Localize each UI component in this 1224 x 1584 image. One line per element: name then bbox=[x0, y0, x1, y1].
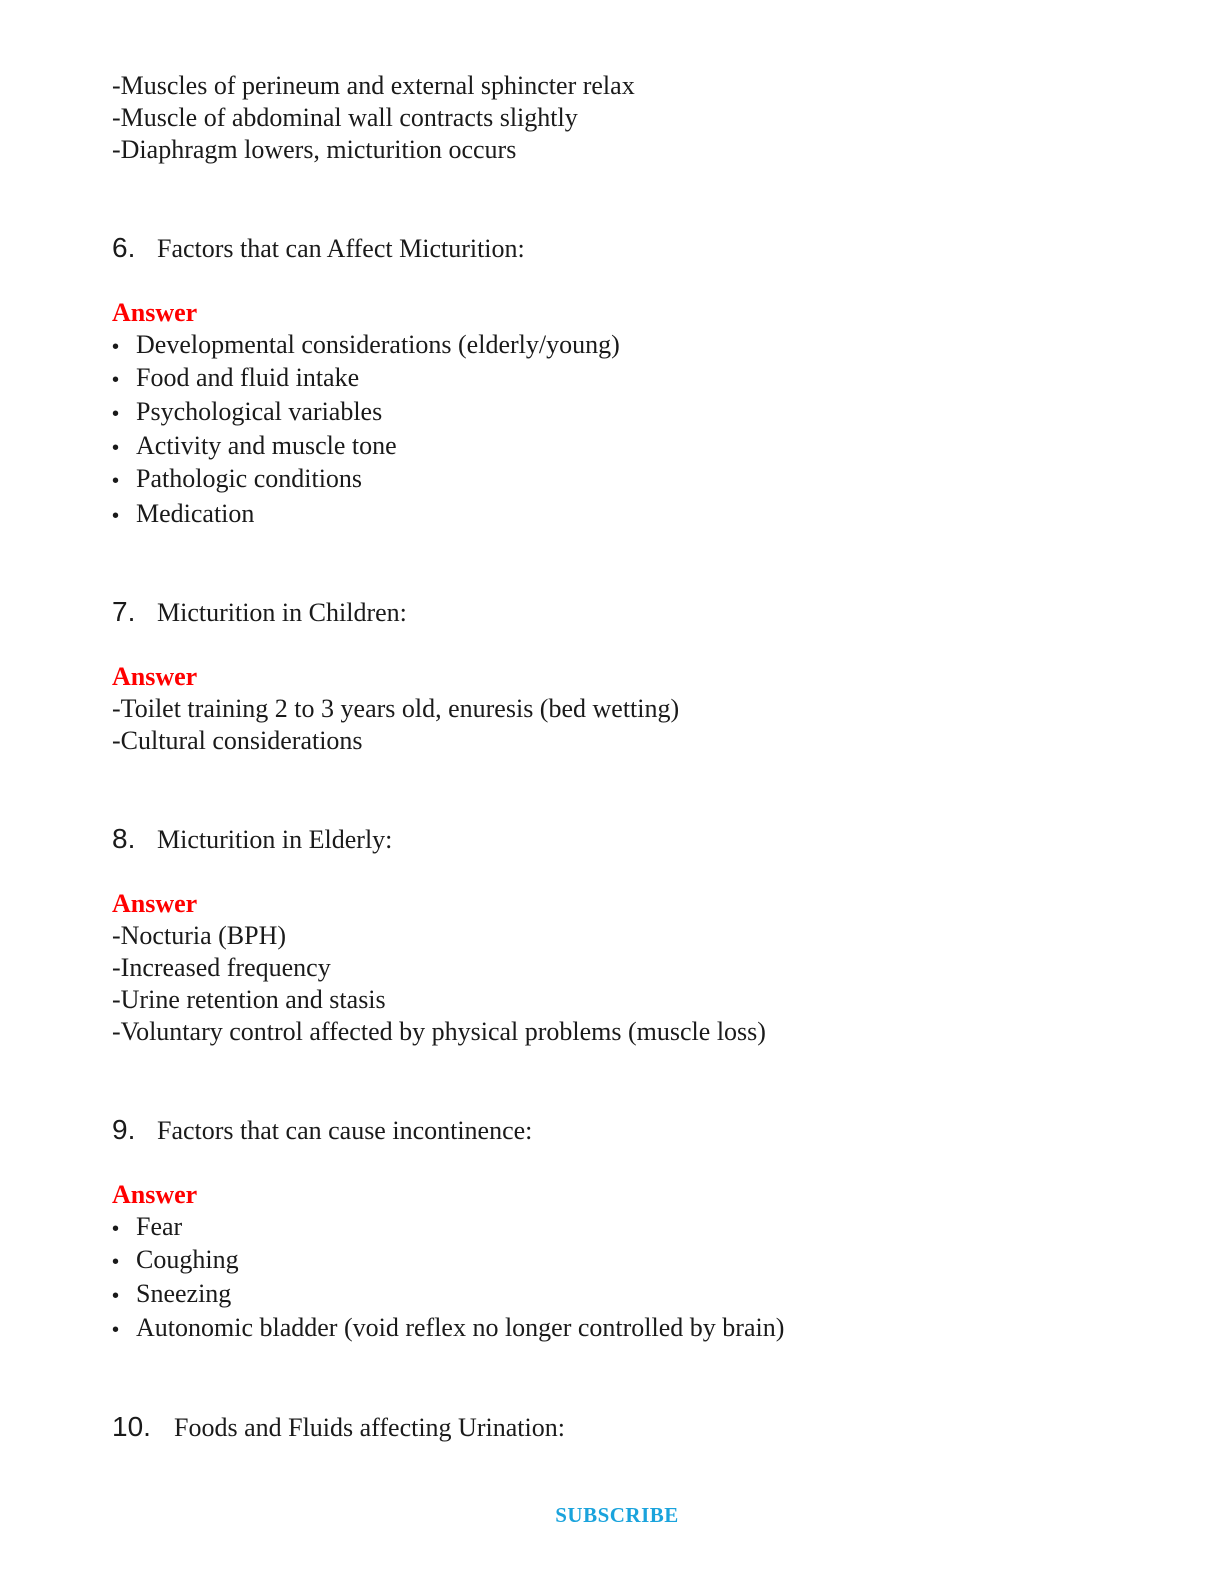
list-item-text: Psychological variables bbox=[136, 397, 383, 426]
question-heading bbox=[112, 232, 525, 265]
question-number: 10. bbox=[112, 1411, 151, 1442]
question-title: Micturition in Children: bbox=[157, 598, 407, 627]
subscribe-link[interactable]: SUBSCRIBE bbox=[555, 1503, 679, 1527]
intro-line: -Muscles of perineum and external sphincter relax bbox=[112, 71, 635, 100]
list-item bbox=[112, 498, 254, 532]
bullet-icon: • bbox=[112, 505, 120, 527]
list-item-text: Fear bbox=[136, 1212, 183, 1241]
question-title: Factors that can Affect Micturition: bbox=[157, 234, 525, 263]
answer-line: -Urine retention and stasis bbox=[112, 985, 386, 1014]
answer-line: -Nocturia (BPH) bbox=[112, 921, 287, 950]
answer-label: Answer bbox=[112, 298, 198, 327]
answer-label: Answer bbox=[112, 662, 198, 691]
list-item bbox=[112, 430, 397, 464]
answer-label: Answer bbox=[112, 889, 198, 918]
list-item-text: Sneezing bbox=[136, 1279, 232, 1308]
list-item bbox=[112, 1312, 784, 1346]
bullet-icon: • bbox=[112, 1285, 120, 1307]
question-heading bbox=[112, 1411, 565, 1444]
list-item bbox=[112, 396, 382, 430]
bullet-icon: • bbox=[112, 369, 120, 391]
question-heading bbox=[112, 823, 392, 856]
answer-line: -Cultural considerations bbox=[112, 726, 363, 755]
answer-line: -Voluntary control affected by physical problems (muscle loss) bbox=[112, 1017, 766, 1046]
intro-line: -Muscle of abdominal wall contracts slightly bbox=[112, 103, 578, 132]
question-number: 8. bbox=[112, 823, 136, 854]
list-item bbox=[112, 1278, 231, 1312]
list-item-text: Food and fluid intake bbox=[136, 363, 360, 392]
answer-line: -Toilet training 2 to 3 years old, enuresis (bed wetting) bbox=[112, 694, 680, 723]
question-title: Foods and Fluids affecting Urination: bbox=[174, 1413, 565, 1442]
bullet-icon: • bbox=[112, 437, 120, 459]
list-item bbox=[112, 1211, 182, 1245]
list-item bbox=[112, 1244, 239, 1278]
question-title: Factors that can cause incontinence: bbox=[157, 1116, 533, 1145]
question-heading bbox=[112, 1114, 532, 1147]
list-item bbox=[112, 329, 620, 363]
list-item bbox=[112, 463, 362, 497]
bullet-icon: • bbox=[112, 1319, 120, 1341]
list-item-text: Autonomic bladder (void reflex no longer controlled by brain) bbox=[136, 1313, 785, 1342]
list-item-text: Developmental considerations (elderly/young) bbox=[136, 330, 620, 359]
question-number: 9. bbox=[112, 1114, 136, 1145]
answer-label: Answer bbox=[112, 1180, 198, 1209]
question-title: Micturition in Elderly: bbox=[157, 825, 393, 854]
list-item-text: Pathologic conditions bbox=[136, 464, 363, 493]
list-item-text: Medication bbox=[136, 499, 255, 528]
list-item-text: Coughing bbox=[136, 1245, 239, 1274]
question-number: 6. bbox=[112, 232, 136, 263]
bullet-icon: • bbox=[112, 403, 120, 425]
question-heading bbox=[112, 596, 407, 629]
answer-line: -Increased frequency bbox=[112, 953, 331, 982]
bullet-icon: • bbox=[112, 1218, 120, 1240]
bullet-icon: • bbox=[112, 1251, 120, 1273]
list-item-text: Activity and muscle tone bbox=[136, 431, 397, 460]
list-item bbox=[112, 362, 359, 396]
question-number: 7. bbox=[112, 596, 136, 627]
bullet-icon: • bbox=[112, 336, 120, 358]
bullet-icon: • bbox=[112, 470, 120, 492]
intro-line: -Diaphragm lowers, micturition occurs bbox=[112, 135, 517, 164]
